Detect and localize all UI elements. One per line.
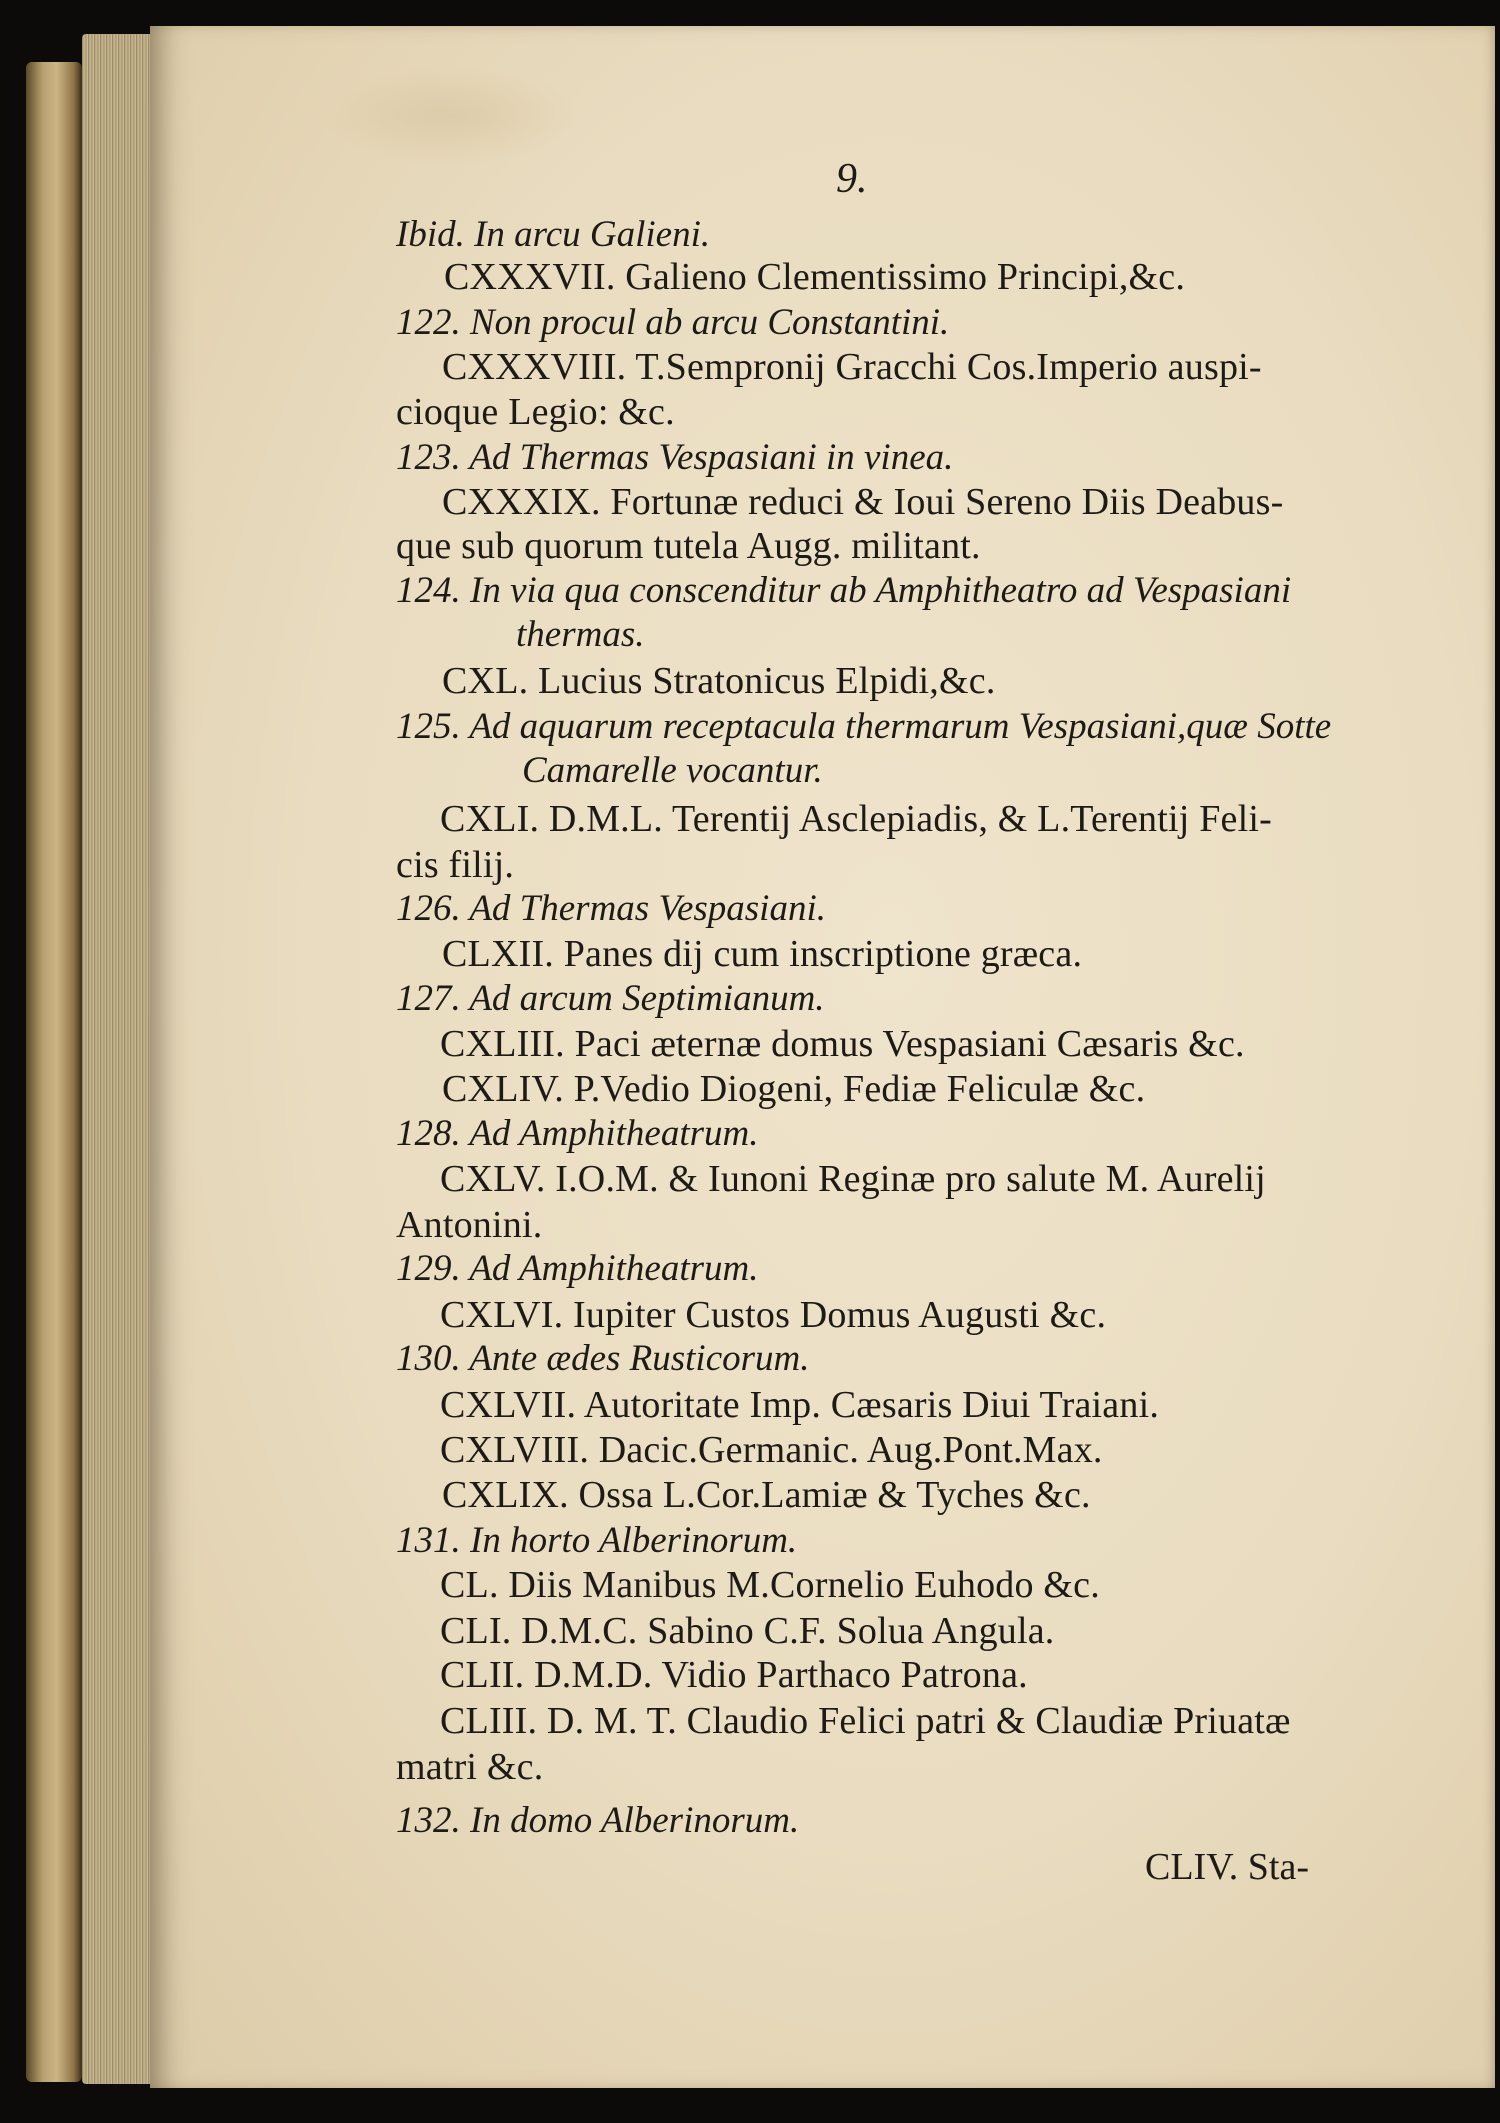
- line-27: CXLVIII. Dacic.Germanic. Aug.Pont.Max.: [440, 1429, 1103, 1471]
- line-19: CXLIV. P.Vedio Diogeni, Fediæ Feliculæ &c.: [442, 1068, 1146, 1110]
- line-31: CLI. D.M.C. Sabino C.F. Solua Angula.: [440, 1610, 1055, 1652]
- line-20: 128. Ad Amphitheatrum.: [396, 1113, 759, 1154]
- line-9: thermas.: [516, 614, 645, 655]
- line-4: cioque Legio: &c.: [396, 391, 675, 433]
- line-13: CXLI. D.M.L. Terentij Asclepiadis, & L.Terentij Feli-: [440, 798, 1272, 840]
- line-35: 132. In domo Alberinorum.: [396, 1800, 800, 1841]
- line-29: 131. In horto Alberinorum.: [396, 1520, 798, 1561]
- line-5: 123. Ad Thermas Vespasiani in vinea.: [396, 437, 954, 478]
- line-28: CXLIX. Ossa L.Cor.Lamiæ & Tyches &c.: [442, 1474, 1091, 1516]
- line-22: Antonini.: [396, 1204, 543, 1246]
- line-3: CXXXVIII. T.Sempronij Gracchi Cos.Imperio auspi-: [442, 346, 1262, 388]
- line-24: CXLVI. Iupiter Custos Domus Augusti &c.: [440, 1294, 1107, 1336]
- line-10: CXL. Lucius Stratonicus Elpidi,&c.: [442, 660, 996, 702]
- line-32: CLII. D.M.D. Vidio Parthaco Patrona.: [440, 1654, 1028, 1696]
- catchword: CLIV. Sta-: [1145, 1846, 1309, 1888]
- line-6: CXXXIX. Fortunæ reduci & Ioui Sereno Diis Deabus-: [442, 481, 1284, 523]
- line-34: matri &c.: [396, 1746, 544, 1788]
- line-33: CLIII. D. M. T. Claudio Felici patri & Claudiæ Priuatæ: [440, 1700, 1291, 1742]
- line-18: CXLIII. Paci æternæ domus Vespasiani Cæsaris &c.: [440, 1023, 1245, 1065]
- line-1: CXXXVII. Galieno Clementissimo Principi,&c.: [444, 256, 1186, 298]
- line-0: Ibid. In arcu Galieni.: [396, 214, 711, 255]
- line-17: 127. Ad arcum Septimianum.: [396, 978, 825, 1019]
- page-number: 9.: [836, 156, 868, 202]
- line-21: CXLV. I.O.M. & Iunoni Reginæ pro salute M. Aurelij: [440, 1158, 1266, 1200]
- line-26: CXLVII. Autoritate Imp. Cæsaris Diui Traiani.: [440, 1384, 1160, 1426]
- line-2: 122. Non procul ab arcu Constantini.: [396, 302, 950, 343]
- line-7: que sub quorum tutela Augg. militant.: [396, 525, 981, 567]
- book-spine: [26, 62, 82, 2082]
- line-12: Camarelle vocantur.: [522, 750, 823, 791]
- line-8: 124. In via qua conscenditur ab Amphitheatro ad Vespasiani: [396, 570, 1292, 611]
- water-stain: [320, 66, 580, 166]
- line-15: 126. Ad Thermas Vespasiani.: [396, 888, 826, 929]
- line-30: CL. Diis Manibus M.Cornelio Euhodo &c.: [440, 1564, 1100, 1606]
- line-11: 125. Ad aquarum receptacula thermarum Vespasiani,quæ Sotte: [396, 706, 1332, 747]
- line-16: CLXII. Panes dij cum inscriptione græca.: [442, 933, 1083, 975]
- line-23: 129. Ad Amphitheatrum.: [396, 1248, 759, 1289]
- line-14: cis filij.: [396, 844, 515, 886]
- line-25: 130. Ante ædes Rusticorum.: [396, 1338, 810, 1379]
